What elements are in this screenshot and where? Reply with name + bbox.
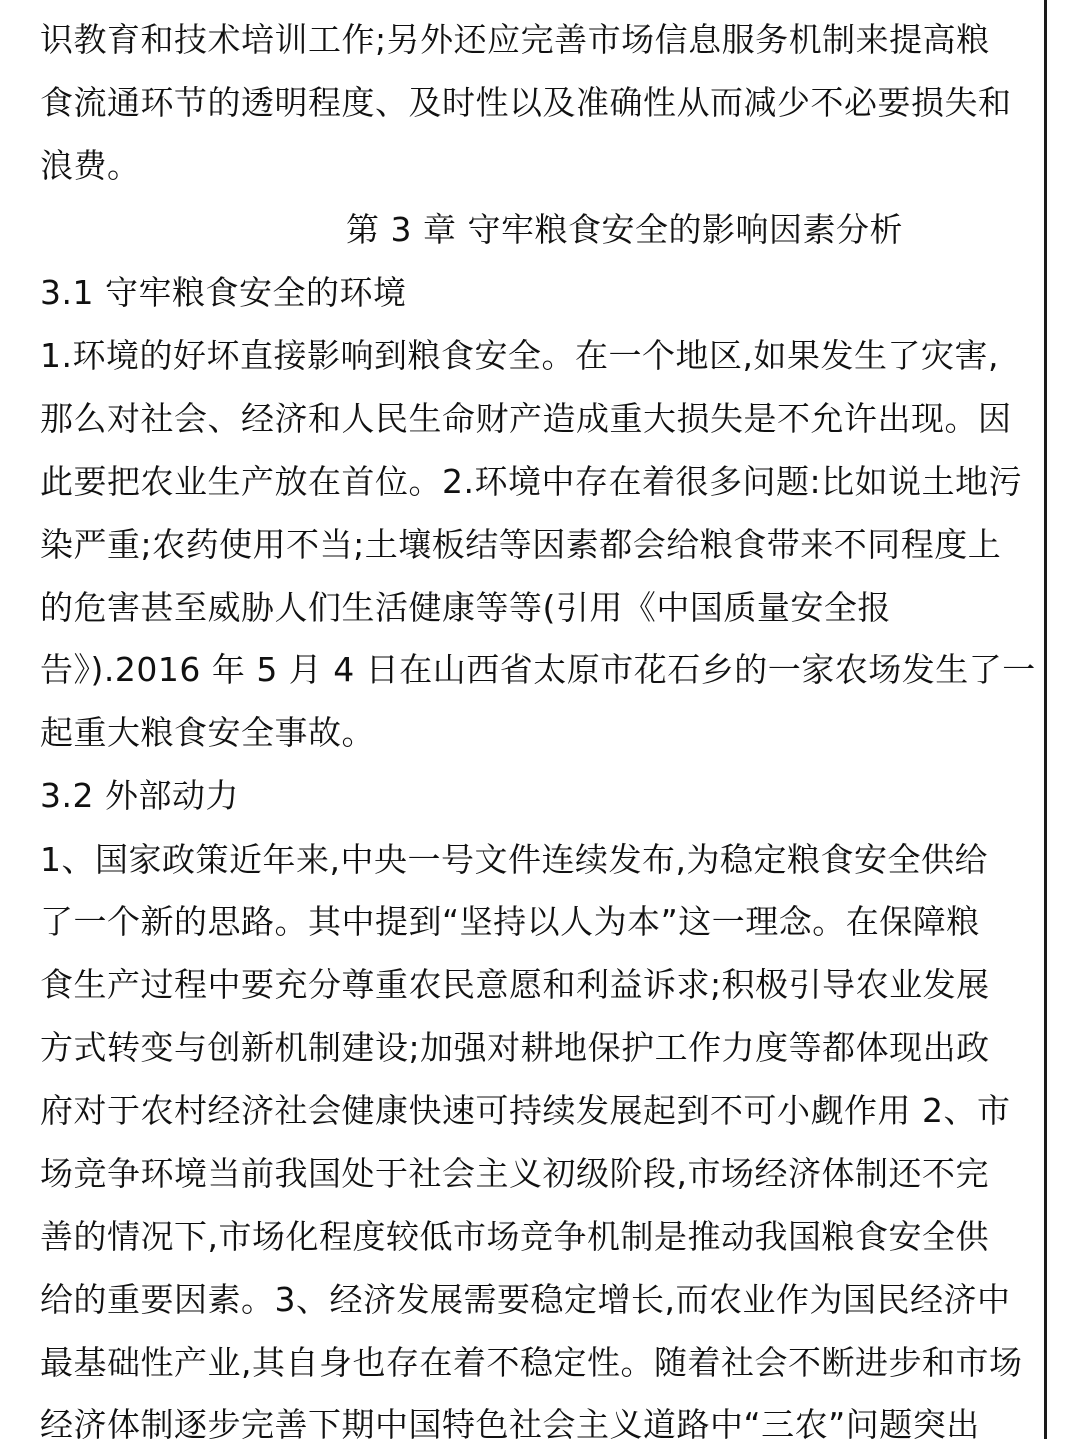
body-text-line: 起重大粮食安全事故。 <box>40 713 375 752</box>
body-text-line: 浪费。 <box>40 146 141 185</box>
body-text-line: 最基础性产业,其自身也存在着不稳定性。随着社会不断进步和市场 <box>40 1343 1023 1382</box>
body-text-line: 方式转变与创新机制建设;加强对耕地保护工作力度等都体现出政 <box>40 1028 990 1067</box>
body-text-line: 经济体制逐步完善下期中国特色社会主义道路中“三农”问题突出 <box>40 1405 980 1444</box>
body-text-line: 善的情况下,市场化程度较低市场竞争机制是推动我国粮食安全供 <box>40 1217 989 1256</box>
body-text-line: 那么对社会、经济和人民生命财产造成重大损失是不允许出现。因 <box>40 399 1012 438</box>
page-border-line <box>1044 0 1047 1439</box>
chapter-title: 第 3 章 守牢粮食安全的影响因素分析 <box>346 210 903 249</box>
body-text-line: 府对于农村经济社会健康快速可持续发展起到不可小觑作用 2、市 <box>40 1091 1011 1130</box>
body-text-line: 1.环境的好坏直接影响到粮食安全。在一个地区,如果发生了灾害, <box>40 336 999 375</box>
body-text-line: 此要把农业生产放在首位。2.环境中存在着很多问题:比如说土地污 <box>40 462 1023 501</box>
body-text-line: 了一个新的思路。其中提到“坚持以人为本”这一理念。在保障粮 <box>40 902 980 941</box>
body-text-line: 食生产过程中要充分尊重农民意愿和利益诉求;积极引导农业发展 <box>40 965 990 1004</box>
section-heading: 3.2 外部动力 <box>40 776 239 815</box>
body-text-line: 场竞争环境当前我国处于社会主义初级阶段,市场经济体制还不完 <box>40 1154 989 1193</box>
body-text-line: 的危害甚至威胁人们生活健康等等(引用《中国质量安全报 <box>40 588 891 627</box>
body-text-line: 1、国家政策近年来,中央一号文件连续发布,为稳定粮食安全供给 <box>40 840 988 879</box>
body-text-line: 告》).2016 年 5 月 4 日在山西省太原市花石乡的一家农场发生了一 <box>40 650 1036 689</box>
body-text-line: 给的重要因素。3、经济发展需要稳定增长,而农业作为国民经济中 <box>40 1280 1011 1319</box>
body-text-line: 食流通环节的透明程度、及时性以及准确性从而减少不必要损失和 <box>40 83 1012 122</box>
section-heading: 3.1 守牢粮食安全的环境 <box>40 273 407 312</box>
body-text-line: 染严重;农药使用不当;土壤板结等因素都会给粮食带来不同程度上 <box>40 525 1002 564</box>
body-text-line: 识教育和技术培训工作;另外还应完善市场信息服务机制来提高粮 <box>40 20 990 59</box>
